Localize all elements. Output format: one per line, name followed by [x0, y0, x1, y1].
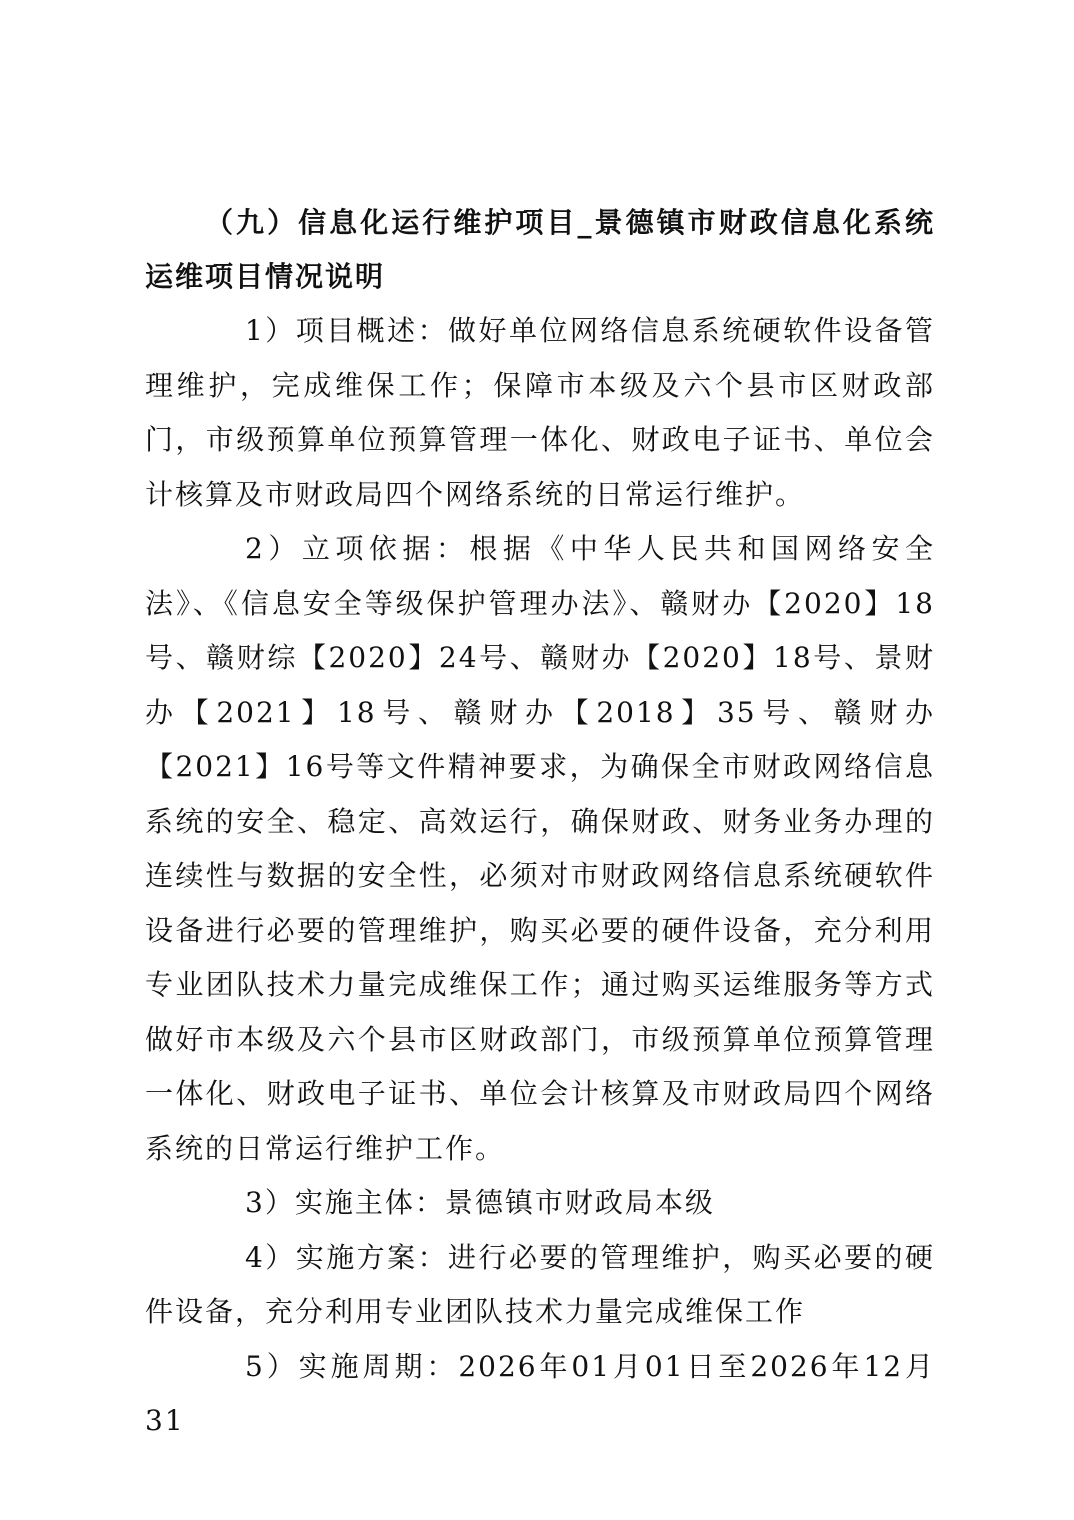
paragraph-period: 5）实施周期：2026年01月01日至2026年12月31 [145, 1349, 935, 1437]
paragraph-implementer: 3）实施主体：景德镇市财政局本级 [245, 1186, 715, 1219]
paragraph-basis: 2）立项依据：根据《中华人民共和国网络安全法》、《信息安全等级保护管理办法》、赣财办【2020】18号、赣财综【2020】24号、赣财办【2020】18号、景财办【2021】18号、赣财办【2018】35号、赣财办【2021】16号等文件精神要求，为确保全市财政网络信息系统的安全、稳定、高效运行，确保财政、财务业务办理的连续性与数据的安全性，必须对市财政网络信息系统硬软件设备进行必要的管理维护，购买必要的硬件设备，充分利用专业团队技术力量完成维保工作；通过购买运维服务等方式做好市本级及六个县市区财政部门，市级预算单位预算管理一体化、财政电子证书、单位会计核算及市财政局四个网络系统的日常运行维护工作。 [145, 532, 935, 1165]
paragraph-overview: 1）项目概述：做好单位网络信息系统硬软件设备管理维护，完成维保工作；保障市本级及六个县市区财政部门，市级预算单位预算管理一体化、财政电子证书、单位会计核算及市财政局四个网络系统的日常运行维护。 [145, 314, 935, 511]
document-body [145, 196, 935, 1449]
section-heading: （九）信息化运行维护项目_景德镇市财政信息化系统运维项目情况说明 [145, 206, 935, 293]
paragraph-plan: 4）实施方案：进行必要的管理维护，购买必要的硬件设备，充分利用专业团队技术力量完成维保工作 [145, 1240, 935, 1328]
